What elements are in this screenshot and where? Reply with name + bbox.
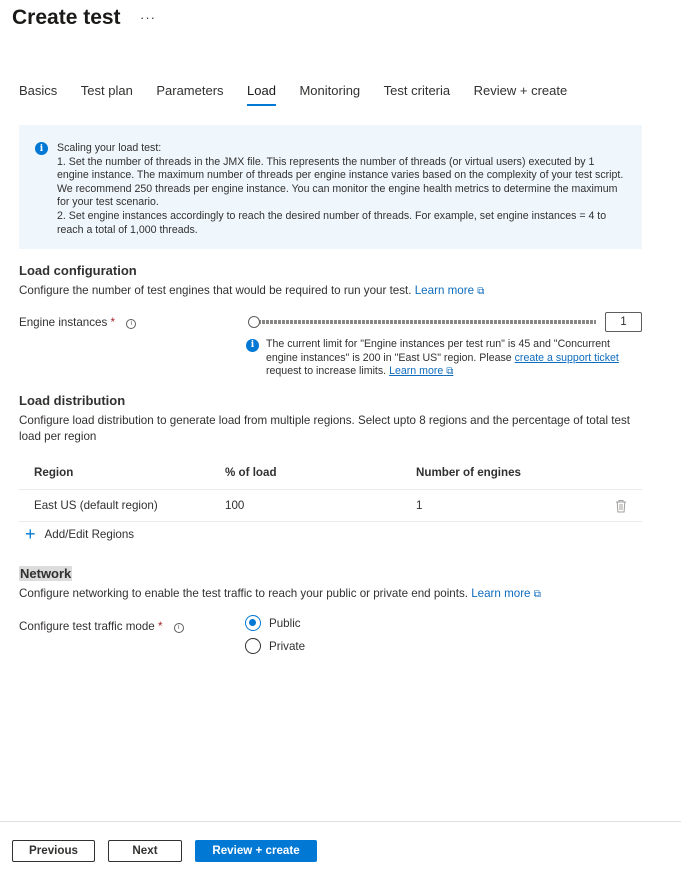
limit-text: The current limit for "Engine instances per test run" is 45 and "Concurrent engine instances" is 200 in "East US" region. Please (266, 338, 610, 364)
limit-text-2: request to increase limits. (266, 365, 387, 377)
external-link-icon: ⧉ (533, 589, 541, 600)
trash-icon[interactable] (615, 499, 627, 513)
tab-test-criteria[interactable]: Test criteria (383, 83, 451, 98)
add-edit-regions-button[interactable] (25, 524, 135, 544)
engine-instances-input[interactable]: 1 (605, 312, 642, 332)
tab-basics[interactable]: Basics (19, 83, 58, 98)
load-distribution-title: Load distribution (19, 393, 126, 408)
info-icon: i (246, 339, 259, 352)
radio-public-label: Public (269, 616, 301, 630)
info-circle-icon[interactable]: i (174, 623, 184, 633)
load-config-learn-more-link[interactable]: Learn more ⧉ (414, 284, 485, 297)
external-link-icon: ⧉ (477, 286, 485, 297)
radio-public[interactable] (245, 615, 301, 631)
add-edit-regions-label: Add/Edit Regions (44, 527, 135, 541)
load-config-title: Load configuration (19, 263, 137, 278)
engine-instances-slider[interactable] (248, 316, 596, 328)
next-button[interactable]: Next (108, 840, 182, 862)
radio-unchecked-icon[interactable] (245, 638, 261, 654)
load-config-desc (19, 283, 484, 300)
limit-learn-more-link[interactable]: Learn more ⧉ (389, 365, 454, 377)
tab-bar (19, 83, 591, 106)
tab-load[interactable]: Load (247, 83, 276, 106)
row-engines: 1 (416, 499, 423, 512)
traffic-mode-label: Configure test traffic mode * i (19, 620, 184, 633)
info-circle-icon[interactable]: i (126, 319, 136, 329)
required-marker: * (110, 316, 116, 329)
scaling-info-box (19, 125, 642, 249)
info-line-title: Scaling your load test: (57, 142, 162, 154)
tab-parameters[interactable]: Parameters (156, 83, 224, 98)
slider-thumb[interactable] (248, 316, 260, 328)
footer-divider (0, 821, 681, 822)
info-line-2: 2. Set engine instances accordingly to reach the desired number of threads. For example, set engine instances = 4 to reach a total of 1,000 threads. (57, 209, 607, 236)
engine-instances-label: Engine instances * i (19, 316, 136, 329)
radio-private-label: Private (269, 639, 306, 653)
regions-table (19, 456, 642, 522)
network-title: Network (20, 566, 72, 581)
row-load: 100 (225, 499, 245, 512)
more-options-icon[interactable]: ··· (140, 10, 156, 25)
review-create-button[interactable]: Review + create (195, 840, 317, 862)
tab-monitoring[interactable]: Monitoring (299, 83, 361, 98)
network-desc (19, 586, 541, 603)
support-ticket-link[interactable]: create a support ticket (514, 351, 619, 364)
info-icon: i (35, 142, 48, 155)
required-marker: * (158, 620, 163, 633)
info-line-1: 1. Set the number of threads in the JMX file. This represents the number of threads (or virtual users) executed by 1 engine instance. The maximum number of threads per engine instance varies based on the complexity of your test script. We recommend 250 threads per engine instance. You can monitor the engine health metrics to determine the maximum for your test scenario. (57, 155, 624, 209)
row-region: East US (default region) (34, 499, 158, 512)
table-row (19, 490, 642, 522)
load-config-desc-text: Configure the number of test engines that would be required to run your test. (19, 284, 412, 297)
col-engines: Number of engines (416, 466, 522, 479)
table-header (19, 456, 642, 490)
slider-track[interactable] (254, 320, 596, 324)
tab-review-create[interactable]: Review + create (473, 83, 568, 98)
limit-info-message (246, 338, 626, 379)
col-load: % of load (225, 466, 277, 479)
col-region: Region (34, 466, 74, 479)
radio-private[interactable] (245, 638, 305, 654)
network-desc-text: Configure networking to enable the test traffic to reach your public or private end points. (19, 587, 468, 600)
radio-checked-icon[interactable] (245, 615, 261, 631)
tab-test-plan[interactable]: Test plan (80, 83, 133, 98)
page-title: Create test (12, 6, 121, 29)
previous-button[interactable]: Previous (12, 840, 95, 862)
plus-icon: + (25, 524, 36, 544)
network-learn-more-link[interactable]: Learn more ⧉ (471, 587, 541, 600)
load-distribution-desc: Configure load distribution to generate load from multiple regions. Select upto 8 regions and the percentage of total test load per region (19, 414, 630, 443)
external-link-icon: ⧉ (446, 366, 454, 377)
